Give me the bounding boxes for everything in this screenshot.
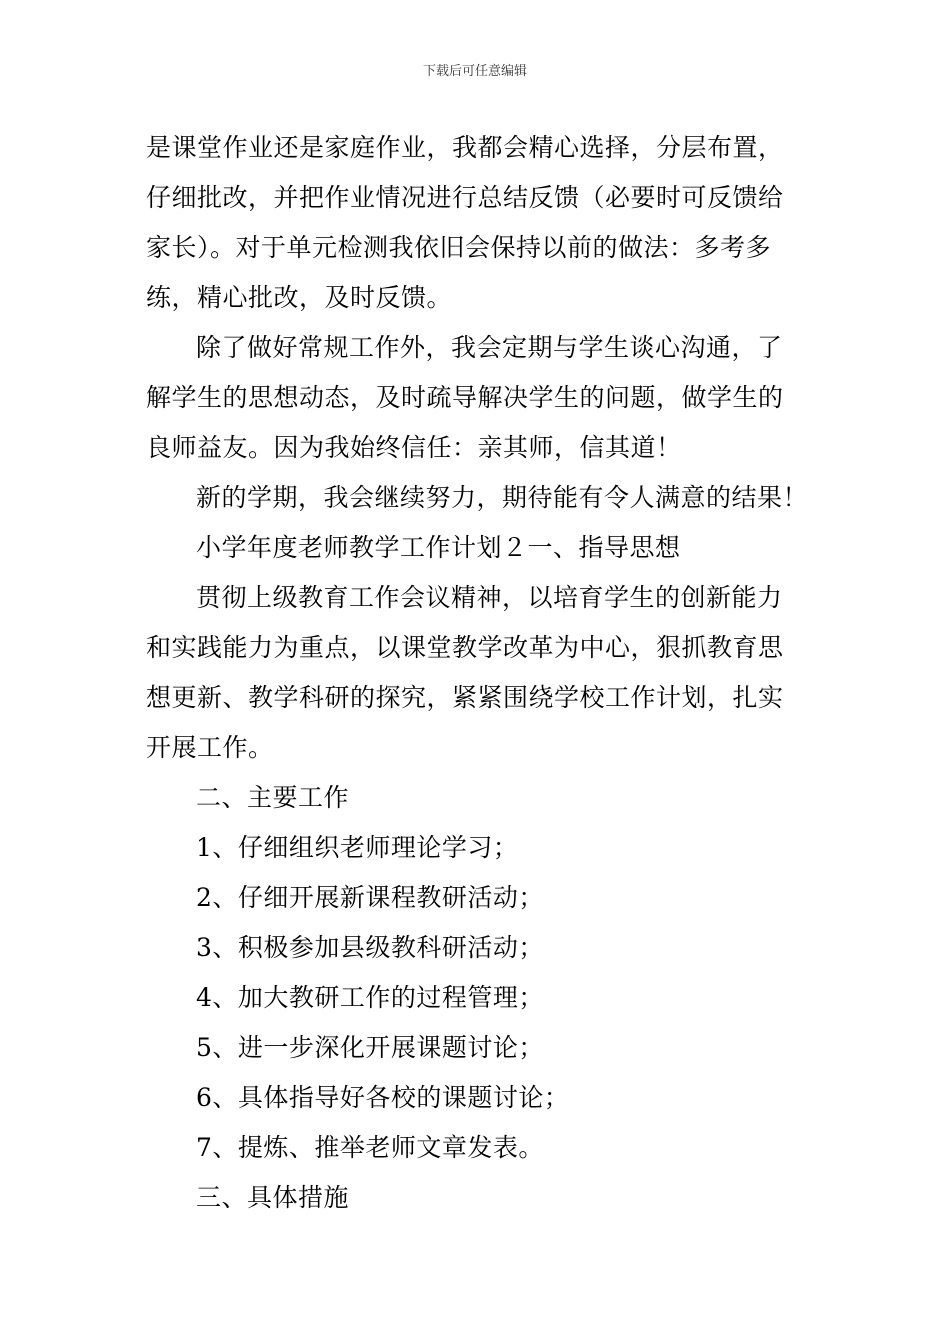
- text-line: 良师益友。因为我始终信任：亲其师，信其道！: [146, 433, 682, 462]
- text-line: 仔细批改，并把作业情况进行总结反馈（必要时可反馈给: [146, 183, 784, 212]
- text-line: 是课堂作业还是家庭作业，我都会精心选择，分层布置，: [146, 133, 784, 162]
- list-item: 7、提炼、推举老师文章发表。: [196, 1133, 544, 1162]
- list-item: 6、具体指导好各校的课题讨论；: [196, 1083, 570, 1112]
- list-item: 5、进一步深化开展课题讨论；: [196, 1033, 544, 1062]
- text-line: 想更新、教学科研的探究，紧紧围绕学校工作计划，扎实: [146, 683, 784, 712]
- page-header: 下载后可任意编辑: [422, 64, 527, 79]
- text-line: 解学生的思想动态，及时疏导解决学生的问题，做学生的: [146, 383, 784, 412]
- list-item: 1、仔细组织老师理论学习；: [196, 833, 519, 862]
- list-item: 2、仔细开展新课程教研活动；: [196, 883, 544, 912]
- section-heading: 二、主要工作: [196, 783, 350, 812]
- text-line: 和实践能力为重点，以课堂教学改革为中心，狠抓教育思: [146, 633, 784, 662]
- text-line: 开展工作。: [146, 733, 274, 762]
- text-line: 新的学期，我会继续努力，期待能有令人满意的结果！: [196, 483, 809, 512]
- text-line: 除了做好常规工作外，我会定期与学生谈心沟通，了: [196, 333, 783, 362]
- text-line: 练，精心批改，及时反馈。: [146, 283, 453, 312]
- section-heading: 三、具体措施: [196, 1183, 350, 1212]
- text-line: 家长）。对于单元检测我依旧会保持以前的做法：多考多: [146, 233, 772, 262]
- list-item: 4、加大教研工作的过程管理；: [196, 983, 544, 1012]
- section-heading: 小学年度老师教学工作计划２一、指导思想: [196, 533, 681, 562]
- list-item: 3、积极参加县级教科研活动；: [196, 933, 544, 962]
- text-line: 贯彻上级教育工作会议精神，以培育学生的创新能力: [196, 583, 783, 612]
